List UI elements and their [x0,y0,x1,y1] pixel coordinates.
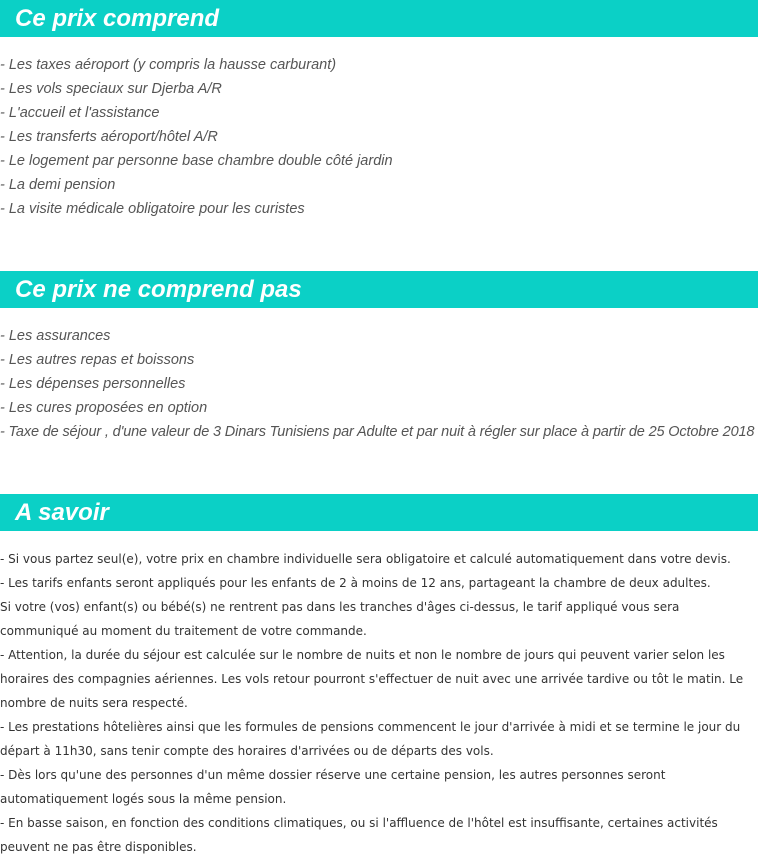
list-item: - Si vous partez seul(e), votre prix en chambre individuelle sera obligatoire et calculé automatiquement dans votre devis. [0,552,731,566]
list-item: - L'accueil et l'assistance [0,105,160,121]
list-item: - Les transferts aéroport/hôtel A/R [0,129,218,145]
section-title-a-savoir: A savoir [15,499,109,526]
section-header-non-inclus [0,271,758,308]
excluded-list [0,324,754,444]
list-item: - Les taxes aéroport (y compris la hausse carburant) [0,57,337,73]
list-item: Si votre (vos) enfant(s) ou bébé(s) ne rentrent pas dans les tranches d'âges ci-dessus, le tarif appliqué vous sera communiqué au moment du traitement de votre commande. [0,600,680,638]
info-list [0,547,752,859]
list-item: - Attention, la durée du séjour est calculée sur le nombre de nuits et non le nombre de jours qui peuvent varier selon les horaires des compagnies aériennes. Les vols retour pourront s'effectuer de nuit avec une arrivée tardive ou tôt le matin. Le nombre de nuits sera respecté. [0,648,744,710]
list-item: - Les dépenses personnelles [0,376,186,392]
section-title-non-inclus: Ce prix ne comprend pas [15,276,302,303]
list-item: - Les vols speciaux sur Djerba A/R [0,81,222,97]
list-item: - Les tarifs enfants seront appliqués pour les enfants de 2 à moins de 12 ans, partageant la chambre de deux adultes. [0,576,711,590]
list-item: - La visite médicale obligatoire pour les curistes [0,201,305,217]
included-list [0,53,393,221]
list-item: - La demi pension [0,177,116,193]
list-item: - Les cures proposées en option [0,400,208,416]
list-item: - Taxe de séjour , d'une valeur de 3 Dinars Tunisiens par Adulte et par nuit à régler sur place à partir de 25 Octobre 2018 [0,424,755,440]
section-header-a-savoir [0,494,758,531]
list-item: - Les autres repas et boissons [0,352,195,368]
list-item: - En basse saison, en fonction des conditions climatiques, ou si l'affluence de l'hôtel est insuffisante, certaines activités peuvent ne pas être disponibles. [0,816,718,854]
list-item: - Les prestations hôtelières ainsi que les formules de pensions commencent le jour d'arrivée à midi et se termine le jour du départ à 11h30, sans tenir compte des horaires d'arrivées ou de départs des vols. [0,720,741,758]
list-item: - Le logement par personne base chambre double côté jardin [0,153,393,169]
section-title-inclus: Ce prix comprend [15,5,220,32]
list-item: - Dès lors qu'une des personnes d'un même dossier réserve une certaine pension, les autres personnes seront automatiquement logés sous la même pension. [0,768,666,806]
list-item: - Les assurances [0,328,111,344]
section-header-inclus [0,0,758,37]
